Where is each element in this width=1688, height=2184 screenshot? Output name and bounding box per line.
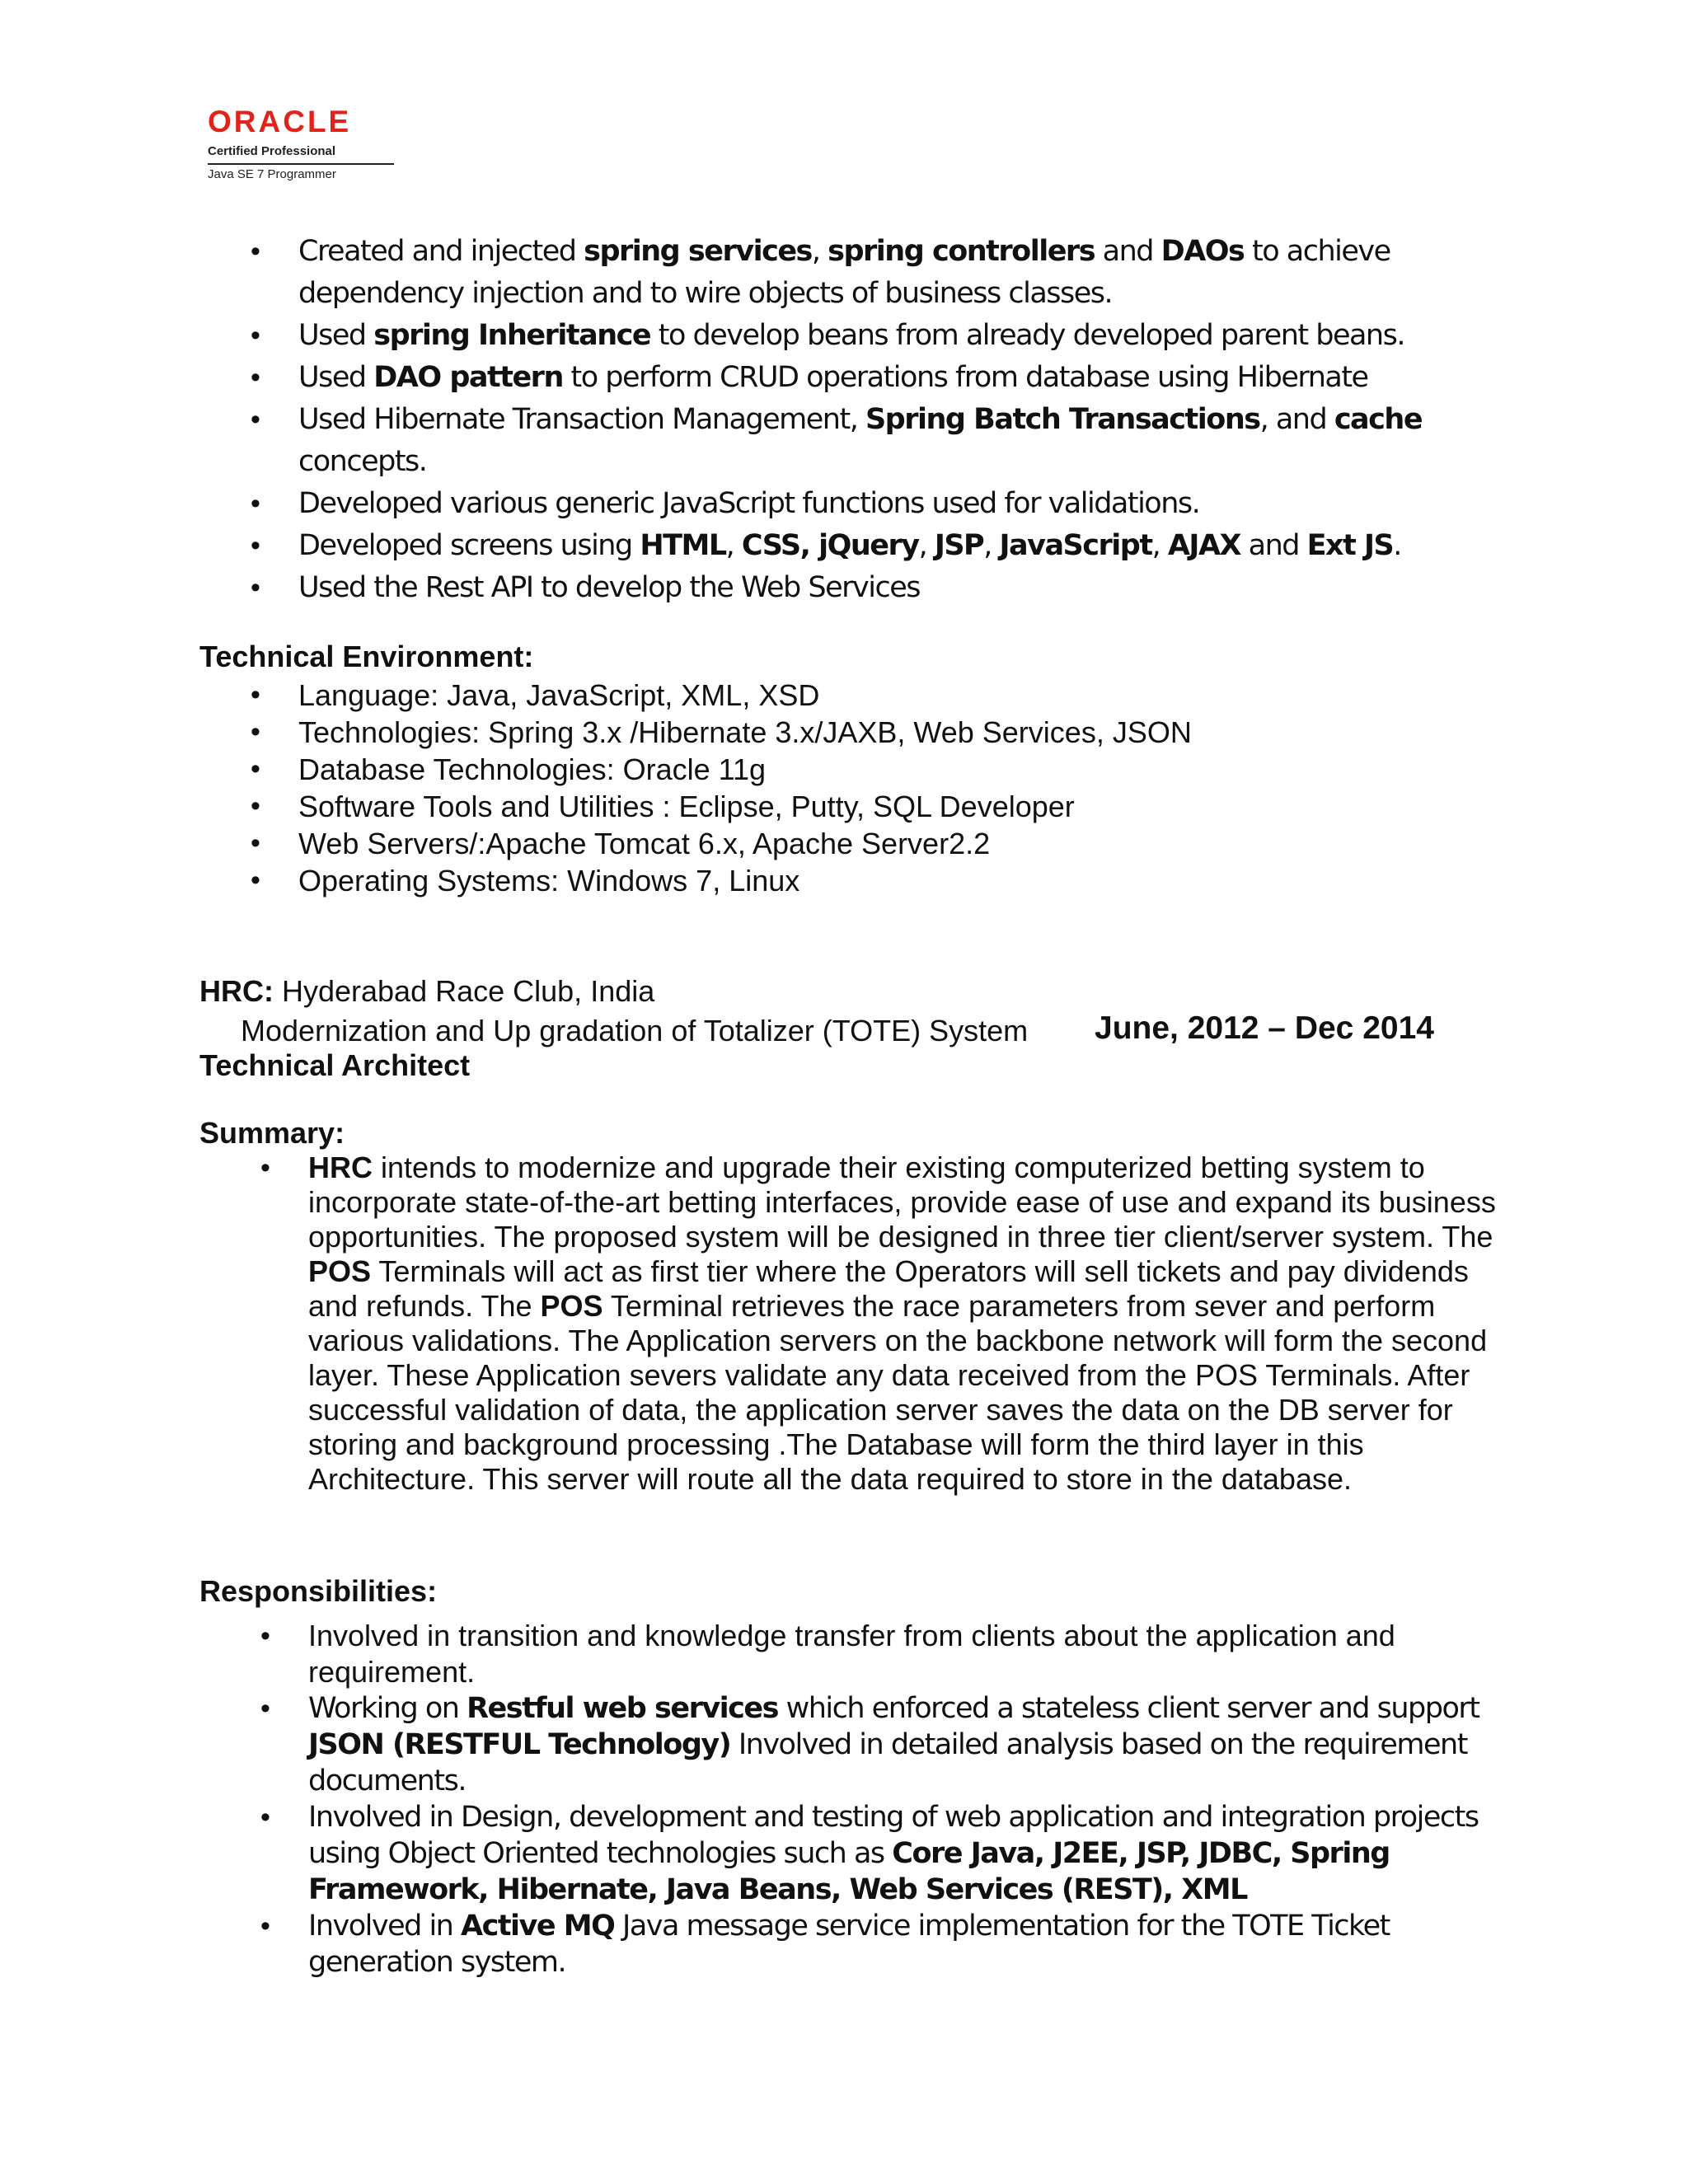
list-item: • Software Tools and Utilities : Eclipse, Putty, SQL Developer: [298, 788, 1518, 825]
client-name: Hyderabad Race Club, India: [273, 974, 655, 1008]
list-item: • Working on Restful web services which enforced a stateless client server and support JSON (RESTFUL Technology) Involved in detailed analysis based on the requirement documents.: [308, 1690, 1503, 1799]
summary-list: [308, 1151, 1503, 1497]
certification-track: Java SE 7 Programmer: [208, 167, 336, 181]
list-item: • Technologies: Spring 3.x /Hibernate 3.x/JAXB, Web Services, JSON: [298, 714, 1518, 751]
list-item: • Used Hibernate Transaction Management, Spring Batch Transactions, and cache concepts.: [298, 399, 1518, 483]
client-line: [199, 974, 654, 1009]
client-label: HRC:: [199, 974, 274, 1008]
project-duties-list: [298, 231, 1518, 609]
list-item: • Used DAO pattern to perform CRUD operations from database using Hibernate: [298, 357, 1518, 399]
technical-environment-heading: Technical Environment:: [199, 640, 534, 673]
responsibilities-list: [308, 1618, 1503, 1980]
list-item: • Used the Rest API to develop the Web Services: [298, 567, 1518, 609]
project-dates: June, 2012 – Dec 2014: [1095, 1010, 1434, 1046]
list-item: • Involved in transition and knowledge transfer from clients about the application and requirement.: [308, 1618, 1503, 1690]
summary-paragraph: • HRC intends to modernize and upgrade their existing computerized betting system to incorporate state-of-the-art betting interfaces, provide ease of use and expand its business opportunities. The proposed system will be designed in three tier client/server system. The POS Terminals will act as first tier where the Operators will sell tickets and pay dividends and refunds. The POS Terminal retrieves the race parameters from sever and perform various validations. The Application servers on the backbone network will form the second layer. These Application severs validate any data received from the POS Terminals. After successful validation of data, the application server saves the data on the DB server for storing and background processing .The Database will form the third layer in this Architecture. This server will route all the data required to store in the database.: [308, 1151, 1503, 1497]
technical-environment-list: [298, 677, 1518, 899]
oracle-certified-logo: [208, 105, 399, 182]
list-item: • Web Servers/:Apache Tomcat 6.x, Apache Server2.2: [298, 825, 1518, 862]
logo-divider: [208, 163, 394, 165]
list-item: • Used spring Inheritance to develop beans from already developed parent beans.: [298, 315, 1518, 357]
summary-heading: Summary:: [199, 1116, 345, 1150]
oracle-wordmark: ORACLE: [208, 105, 352, 138]
list-item: • Involved in Design, development and testing of web application and integration projects using Object Oriented technologies such as Core Java, J2EE, JSP, JDBC, Spring Framework, Hibernate, Java Beans, Web Services (REST), XML: [308, 1799, 1503, 1908]
list-item: • Created and injected spring services, spring controllers and DAOs to achieve dependency injection and to wire objects of business classes.: [298, 231, 1518, 315]
project-title: Modernization and Up gradation of Totalizer (TOTE) System: [241, 1014, 1029, 1047]
certification-label: Certified Professional: [208, 144, 336, 158]
list-item: • Involved in Active MQ Java message service implementation for the TOTE Ticket generation system.: [308, 1908, 1503, 1980]
responsibilities-heading: Responsibilities:: [199, 1574, 438, 1608]
role-title: Technical Architect: [199, 1048, 471, 1082]
list-item: • Operating Systems: Windows 7, Linux: [298, 862, 1518, 899]
list-item: • Language: Java, JavaScript, XML, XSD: [298, 677, 1518, 714]
list-item: • Developed various generic JavaScript functions used for validations.: [298, 483, 1518, 525]
list-item: • Developed screens using HTML, CSS, jQuery, JSP, JavaScript, AJAX and Ext JS.: [298, 525, 1518, 567]
list-item: • Database Technologies: Oracle 11g: [298, 751, 1518, 788]
